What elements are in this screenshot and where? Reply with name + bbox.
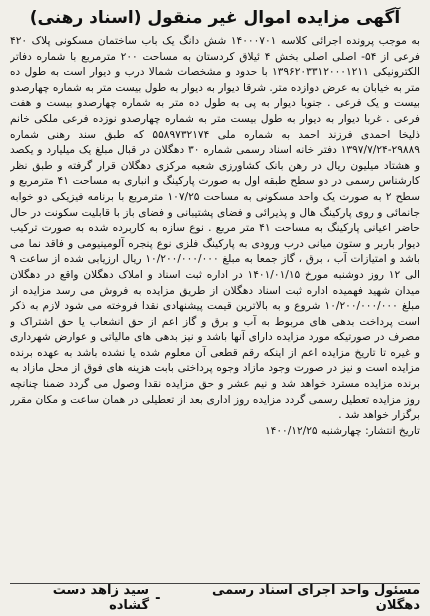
signature-name: سید زاهد دست گشاده: [52, 583, 150, 613]
signature-separator: -: [155, 590, 161, 606]
notice-body: به موجب پرونده اجرائی کلاسه ۱۴۰۰۰۷۰۱ شش دانگ یک باب ساختمان مسکونی پلاک ۴۲۰ فرعی از ۵۴- اصلی اصلی بخش ۴ ئیلاق کردستان به مساحت ۲۰۰ مترمربع با شماره دفاتر الکترونیکی ۱۳۹۶۲۰۳۳۱۲۰۰۰۱۲۱۱ با حدود و مشخصات شمالا درب و دیوار است به طول ده متر به خیابان به عرض دوازده متر. شرقا دیوار به دیوار به طول بیست متر به شماره چهارصدو بیست و یک فرعی . جنوبا دیوار به پی به طول ده متر به شماره چهارصدو بیست و هفت فرعی . غربا دیوار به دیوار به طول بیست متر به شماره چهارصدو نوزده فرعی ملکی خانم ذلیخا احمدی فرزند احمد به شماره ملی ۵۵۸۹۷۳۲۱۷۴ که طبق سند رهنی شماره ۲۹۸۸۹-۱۳۹۷/۷/۲۴ دفتر خانه اسناد رسمی شماره ۳۰ دهگلان در قبال مبلغ یک میلیارد و یکصد و هشتاد میلیون ریال در رهن بانک کشاورزی شعبه مرکزی دهگلان قرار گرفته و طبق نظر کارشناس رسمی در دو سطح طبقه اول به صورت پارکینگ و انباری به مساحت ۴۱ مترمربع و سطح ۲ به صورت یک واحد مسکونی به مساحت ۱۰۷/۲۵ مترمربع با برنامه فیزیکی دو خوابه جانمائی و روی پارکینگ هال و پذیرائی و فضای پشتیبانی و فضای باز با قابلیت سکونت در حال حاضر اعیانی پارکینگ به مساحت ۴۱ متر مربع . نوع سازه به کاربرده شده به صورت ترکیب دیوار باربر و ستون میانی درب ورودی به پارکینگ فلزی نوع پنجره آلومینیومی و فاقد نما می باشد و امتیازات آب ، برق ، گاز جمعا به مبلغ ۱۰/۲۰۰/۰۰۰/۰۰۰ ریال ارزیابی شده از ساعت ۹ الی ۱۲ روز دوشنبه مورخ ۱۴۰۱/۰۱/۱۵ در اداره ثبت اسناد و املاک دهگلان واقع در دهگلان میدان شهید فهمیده اداره ثبت اسناد دهگلان از طریق مزایده به فروش می رسد مزایده از مبلغ ۱۰/۲۰۰/۰۰۰/۰۰۰ شروع و به بالاترین قیمت پیشنهادی نقدا فروخته می شود لازم به ذکر است پرداخت بدهی های مربوط به آب و برق و گاز اعم از حق انشعاب یا حق اشتراک و مصرف در صورتیکه مورد مزایده دارای آنها باشد و نیز بدهی های مالیاتی و عوارض شهرداری و غیره تا تاریخ مزایده اعم از اینکه رقم قطعی آن معلوم شده یا نشده باشد به عهده برنده مزایده است و نیز در صورت وجود مازاد وجوه پرداختی بابت هزینه های فوق از محل مازاد به برنده مزایده مسترد خواهد شد و نیم عشر و حق مزایده نقدا وصول می گردد ضمنا چنانچه روز مزایده تعطیل رسمی گردد مزایده روز اداری بعد از تعطیلی در همان ساعت و مکان مقرر برگزار خواهد شد . تاریخ انتشار: چهارشنبه ۱۴۰۰/۱۲/۲۵: [10, 35, 420, 437]
notice-signature: [10, 583, 420, 612]
signature-office: مسئول واحد اجرای اسناد رسمی دهگلان: [211, 583, 420, 613]
notice-title: آگهی مزایده اموال غیر منقول (اسناد رهنی): [29, 8, 401, 28]
